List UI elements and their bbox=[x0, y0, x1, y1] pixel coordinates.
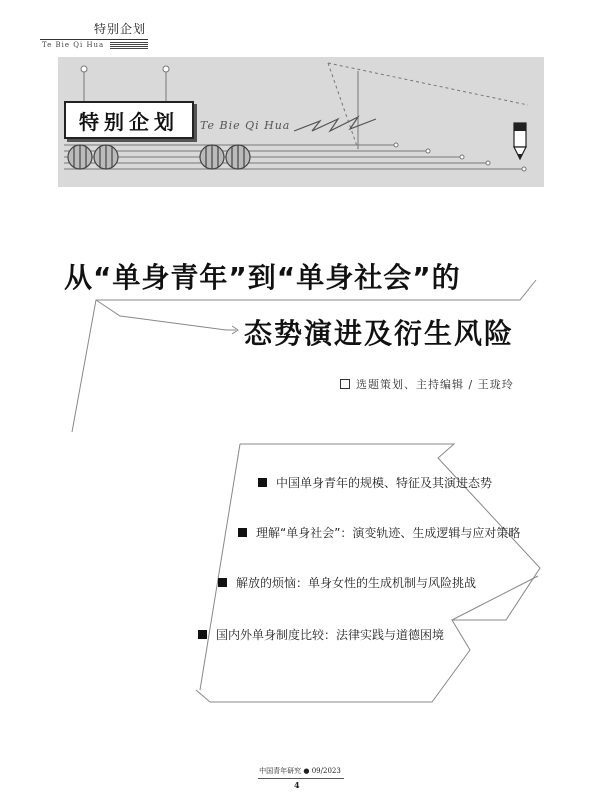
footer-rule bbox=[258, 778, 344, 779]
toc-item-text: 解放的烦恼：单身女性的生成机制与风险挑战 bbox=[236, 576, 477, 590]
article-title-line1: 从“单身青年”到“单身社会”的 bbox=[64, 261, 461, 294]
byline bbox=[340, 376, 514, 392]
footer-journal: 中国青年研究 ● 09/2023 bbox=[259, 767, 341, 775]
running-header-section-en: Te Bie Qi Hua bbox=[42, 41, 105, 49]
banner-label: 特别企划 bbox=[64, 101, 194, 139]
toc-item-text: 中国单身青年的规模、特征及其演进态势 bbox=[276, 476, 493, 490]
toc-item-text: 理解“单身社会”：演变轨迹、生成逻辑与应对策略 bbox=[256, 526, 521, 540]
toc-item-text: 国内外单身制度比较：法律实践与道德困境 bbox=[216, 628, 445, 642]
page-number: 4 bbox=[294, 780, 300, 790]
byline-text: 选题策划、主持编辑 / 王珑玲 bbox=[356, 378, 514, 391]
toc-item bbox=[218, 574, 476, 591]
banner-label-en: Te Bie Qi Hua bbox=[200, 119, 291, 132]
toc-item bbox=[258, 474, 492, 491]
page-footer bbox=[0, 766, 600, 790]
toc-item bbox=[238, 524, 520, 541]
square-bullet-icon bbox=[238, 528, 247, 537]
running-header-section: 特别企划 bbox=[93, 22, 146, 36]
article-title-line2: 态势演进及衍生风险 bbox=[244, 317, 515, 350]
square-bullet-icon bbox=[258, 478, 267, 487]
toc-item bbox=[198, 626, 444, 643]
byline-box-icon bbox=[340, 379, 350, 389]
square-bullet-icon bbox=[198, 630, 207, 639]
square-bullet-icon bbox=[218, 578, 227, 587]
